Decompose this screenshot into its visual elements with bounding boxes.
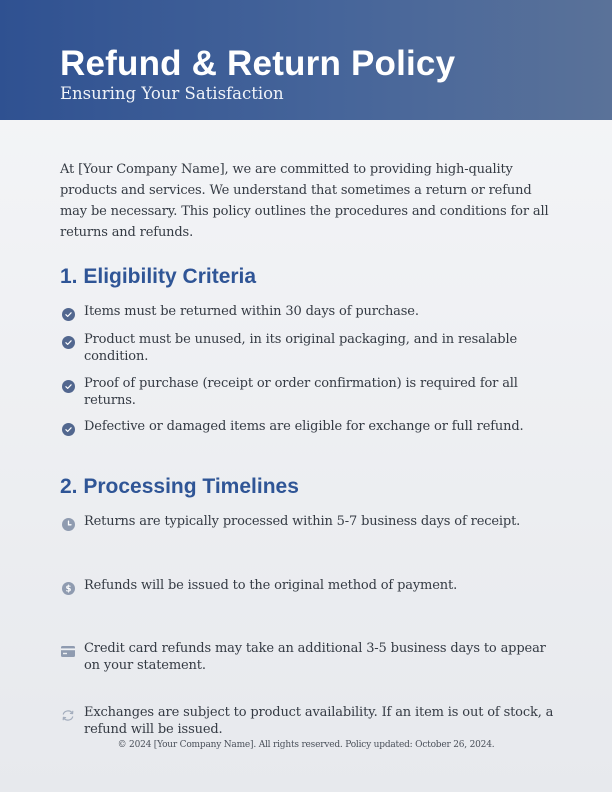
exchange-arrows-icon [60, 707, 76, 723]
section-title-eligibility: 1. Eligibility Criteria [60, 265, 257, 288]
list-item-text: Defective or damaged items are eligible for exchange or full refund. [84, 419, 524, 434]
list-item [60, 332, 555, 365]
check-circle-icon [60, 421, 76, 437]
credit-card-icon [60, 643, 76, 659]
list-item-text: Items must be returned within 30 days of purchase. [84, 304, 419, 319]
check-circle-icon [60, 306, 76, 322]
list-item-text: Proof of purchase (receipt or order confirmation) is required for all returns. [84, 376, 518, 408]
clock-icon [60, 516, 76, 532]
list-item [60, 419, 555, 437]
page-subtitle: Ensuring Your Satisfaction [60, 84, 284, 103]
dollar-circle-icon [60, 580, 76, 596]
intro-paragraph: At [Your Company Name], we are committed to providing high-quality products and services. We understand that sometimes a return or refund may be necessary. This policy outlines the procedures and conditions for all returns and refunds. [60, 162, 549, 240]
list-item-text: Returns are typically processed within 5-7 business days of receipt. [84, 514, 521, 529]
check-circle-icon [60, 378, 76, 394]
list-item [60, 376, 555, 409]
list-item-text: Product must be unused, in its original packaging, and in resalable condition. [84, 332, 518, 364]
list-item-text: Exchanges are subject to product availability. If an item is out of stock, a refund will be issued. [84, 705, 554, 737]
list-item [60, 304, 555, 322]
check-circle-icon [60, 334, 76, 350]
list-item [60, 578, 555, 596]
list-item-text: Refunds will be issued to the original method of payment. [84, 578, 458, 593]
section-title-timelines: 2. Processing Timelines [60, 475, 299, 498]
page-title: Refund & Return Policy [60, 44, 456, 83]
footer-copyright: © 2024 [Your Company Name]. All rights reserved. Policy updated: October 26, 2024. [117, 740, 495, 750]
list-item [60, 514, 555, 532]
header-banner [0, 0, 612, 120]
svg-text:$: $ [65, 584, 71, 595]
list-item-text: Credit card refunds may take an additional 3-5 business days to appear on your statement. [84, 641, 546, 673]
list-item [60, 641, 555, 674]
list-item [60, 705, 555, 738]
